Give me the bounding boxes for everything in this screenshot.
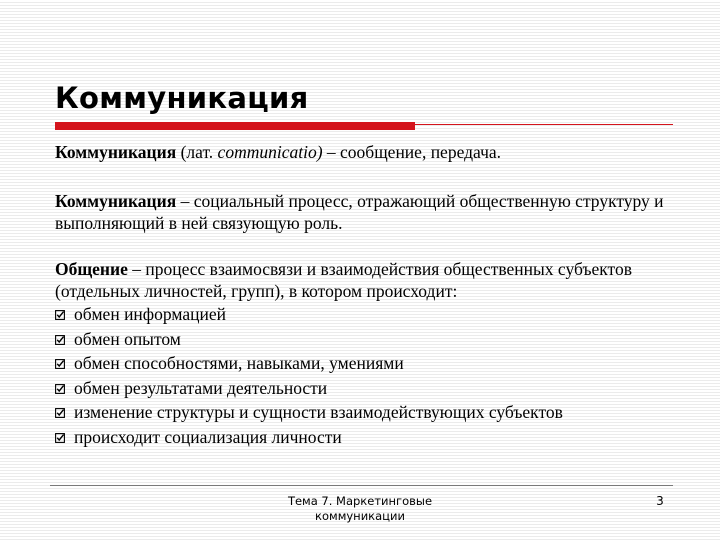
bullet-text: обмен способностями, навыками, умениями [74, 353, 404, 373]
bullet-text: обмен результатами деятельности [74, 377, 328, 398]
latin-prefix: (лат. [176, 142, 218, 162]
check-box-icon [55, 384, 65, 394]
term-communication: Коммуникация [55, 191, 177, 211]
term-interaction: Общение [55, 259, 128, 279]
footer-topic-line2: коммуникации [315, 509, 405, 523]
paragraph-definition-social [55, 190, 680, 234]
definition-text: – социальный процесс, отражающий общественную структуру и выполняющий в ней связующую роль. [55, 191, 664, 233]
term-communication: Коммуникация [55, 142, 177, 162]
paragraph-definition-interaction [55, 258, 680, 449]
list-item [55, 351, 680, 376]
interaction-intro [55, 258, 680, 302]
list-item [55, 425, 680, 450]
bullet-text: обмен информацией [74, 304, 226, 324]
slide-title: Коммуникация [55, 81, 309, 115]
paragraph-definition-latin [55, 141, 680, 163]
bullet-text: происходит социализация личности [74, 426, 342, 447]
check-box-icon [55, 408, 65, 418]
check-box-icon [55, 433, 65, 443]
definition-text: – сообщение, передача. [322, 142, 502, 162]
check-box-icon [55, 310, 65, 320]
list-item [55, 376, 680, 401]
title-underline-line [415, 124, 673, 125]
footer-topic [250, 494, 470, 524]
bullet-text: обмен опытом [74, 328, 181, 349]
list-item [55, 302, 680, 327]
footer-topic-line1: Тема 7. Маркетинговые [287, 494, 433, 508]
latin-word: communicatio) [217, 142, 323, 162]
list-item [55, 327, 680, 352]
page-number: 3 [656, 494, 664, 508]
title-underline-bar [55, 122, 415, 130]
check-box-icon [55, 335, 65, 345]
footer-divider [50, 485, 673, 486]
list-item [55, 400, 680, 425]
check-box-icon [55, 359, 65, 369]
bullet-list [55, 302, 680, 449]
definition-text: – процесс взаимосвязи и взаимодействия общественных субъектов (отдельных личностей, групп), в котором происходит: [55, 259, 632, 301]
bullet-text: изменение структуры и сущности взаимодействующих субъектов [74, 402, 563, 422]
